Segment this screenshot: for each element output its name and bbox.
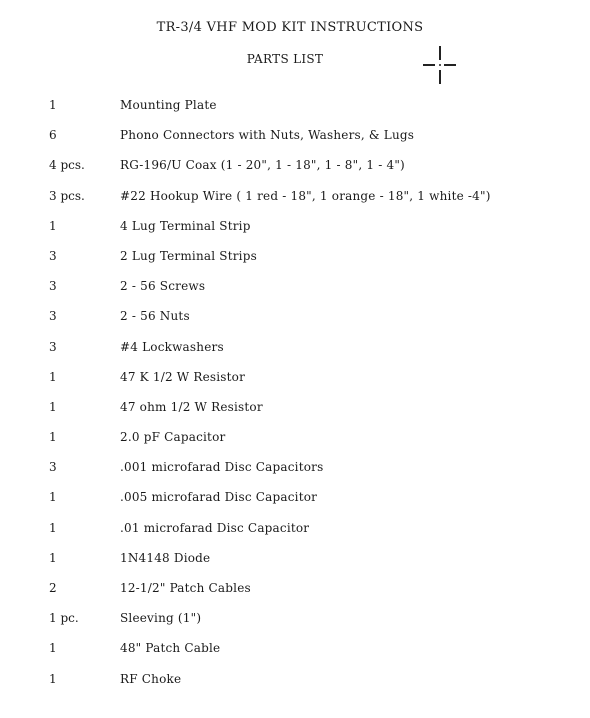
part-description: 47 K 1/2 W Resistor (120, 369, 246, 384)
parts-list-item (0, 609, 590, 639)
part-quantity: 3 (49, 339, 57, 354)
part-description: 47 ohm 1/2 W Resistor (120, 399, 263, 414)
part-quantity: 3 pcs. (49, 188, 85, 203)
part-quantity: 3 (49, 279, 57, 294)
parts-list-item (0, 96, 590, 126)
parts-list-item (0, 217, 590, 247)
parts-list-item (0, 247, 590, 277)
part-quantity: 1 (49, 369, 57, 384)
part-quantity: 1 (49, 520, 57, 535)
part-description: Mounting Plate (120, 98, 217, 112)
parts-list-item (0, 398, 590, 428)
parts-list-item (0, 458, 590, 488)
parts-list-item (0, 307, 590, 337)
section-heading-text: PARTS LIST (246, 52, 324, 66)
part-quantity: 2 (49, 581, 57, 595)
part-quantity: 6 (49, 128, 57, 143)
part-description: 2.0 pF Capacitor (120, 430, 226, 445)
part-quantity: 1 (49, 490, 57, 505)
part-description: 2 - 56 Nuts (120, 309, 190, 324)
part-description: RG-196/U Coax (1 - 20", 1 - 18", 1 - 8", 1 - 4") (120, 158, 405, 173)
parts-list-item (0, 277, 590, 307)
parts-list-item (0, 126, 590, 156)
part-description: RF Choke (120, 671, 182, 686)
part-quantity: 3 (49, 248, 57, 263)
part-quantity: 1 pc. (49, 611, 79, 626)
parts-list-item (0, 488, 590, 518)
parts-list-item (0, 639, 590, 669)
parts-list-item (0, 368, 590, 398)
document-title-text: TR-3/4 VHF MOD KIT INSTRUCTIONS (156, 20, 424, 35)
parts-list-item (0, 428, 590, 458)
part-description: 4 Lug Terminal Strip (120, 218, 251, 233)
part-quantity: 1 (49, 550, 57, 565)
part-quantity: 3 (49, 460, 57, 475)
parts-list-item (0, 670, 590, 700)
part-description: 1N4148 Diode (120, 550, 211, 565)
part-quantity: 4 pcs. (49, 158, 85, 173)
part-description: .01 microfarad Disc Capacitor (120, 520, 310, 535)
part-quantity: 3 (49, 309, 57, 324)
part-description: 48" Patch Cable (120, 641, 221, 656)
part-description: #22 Hookup Wire ( 1 red - 18", 1 orange - 18", 1 white -4") (120, 188, 491, 203)
registration-mark-icon (422, 46, 458, 84)
part-quantity: 1 (49, 218, 57, 233)
parts-list-item (0, 187, 590, 217)
part-description: Sleeving (1") (120, 611, 202, 626)
part-quantity: 1 (49, 641, 57, 656)
part-description: #4 Lockwashers (120, 339, 224, 354)
parts-list-item (0, 579, 590, 609)
part-description: .005 microfarad Disc Capacitor (120, 490, 318, 505)
section-heading (0, 52, 590, 66)
parts-list-item (0, 338, 590, 368)
part-description: 2 - 56 Screws (120, 279, 206, 294)
parts-list (0, 96, 590, 700)
document-title (0, 20, 590, 35)
part-description: 12-1/2" Patch Cables (120, 581, 251, 595)
part-quantity: 1 (49, 399, 57, 414)
parts-list-item (0, 519, 590, 549)
part-quantity: 1 (49, 430, 57, 445)
part-description: Phono Connectors with Nuts, Washers, & Lugs (120, 128, 415, 143)
parts-list-item (0, 549, 590, 579)
part-description: 2 Lug Terminal Strips (120, 248, 257, 263)
part-description: .001 microfarad Disc Capacitors (120, 460, 324, 475)
part-quantity: 1 (49, 671, 57, 686)
part-quantity: 1 (49, 98, 57, 112)
parts-list-item (0, 156, 590, 186)
